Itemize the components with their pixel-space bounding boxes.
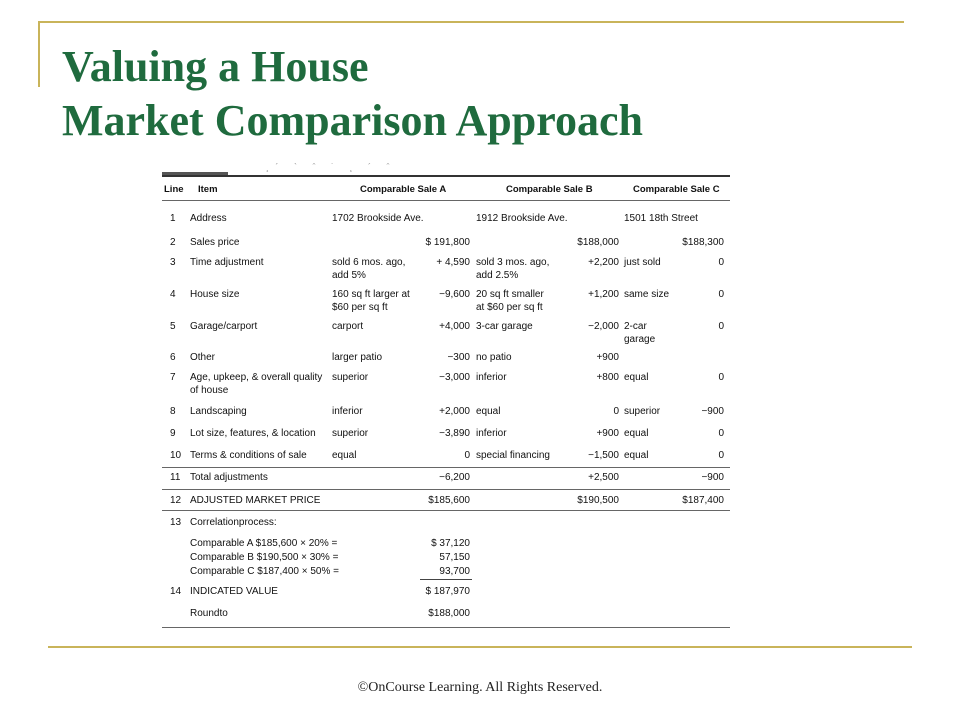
row-item-label: Terms & conditions of sale [190,450,307,461]
comparable-a-description: superior [332,372,369,383]
comparable-b-value: 0 [613,406,619,417]
row-line-number: 4 [170,289,176,300]
comparable-b-value: +900 [596,428,619,439]
comparable-c-description: 1501 18th Street [624,213,698,224]
row-line-number: 12 [170,495,182,506]
comparable-a-value: −9,600 [439,289,470,300]
correlation-item: Comparable C $187,400 × 50% = [190,566,339,577]
correlation-value: $ 37,120 [431,538,470,549]
comparable-a-description: sold 6 mos. ago, [332,257,406,268]
comparable-c-value: 0 [718,428,724,439]
row-line-number: 11 [170,472,181,483]
correlation-item: Comparable A $185,600 × 20% = [190,538,338,549]
comparable-b-value: +900 [596,352,619,363]
row-line-number: 1 [170,213,176,224]
slide-title [62,40,643,148]
comparable-a-value: −6,200 [439,472,470,483]
comparable-c-description: just sold [624,257,661,268]
comparable-c-value: 0 [718,289,724,300]
comparable-b-description: 1912 Brookside Ave. [476,213,568,224]
copyright-footer: ©OnCourse Learning. All Rights Reserved. [357,680,603,695]
comparable-a-description: carport [332,321,364,332]
row-item-label: Address [190,213,227,224]
comparable-b-value: +2,500 [588,472,619,483]
row-item-label: Garage/carport [190,321,258,332]
table-bottom-rule [162,627,730,628]
comparable-b-value: +1,200 [588,289,619,300]
comparable-c-value: −900 [701,472,724,483]
bottom-border-line [48,646,912,648]
comparable-a-description: inferior [332,406,363,417]
row-line-number: 14 [170,586,182,597]
comparable-a-value: +4,000 [439,321,470,332]
row-item-label: House size [190,289,240,300]
row-item-label: Sales price [190,237,240,248]
row-line-number: 7 [170,372,176,383]
comparable-a-value: −3,000 [439,372,470,383]
header-bottom-rule [162,200,730,201]
comparable-a-description: larger patio [332,352,383,363]
row-item-label: of house [190,385,229,396]
column-header: Comparable Sale A [360,184,447,195]
comparable-c-description: same size [624,289,670,300]
row-line-number: 6 [170,352,176,363]
comparable-c-value: 0 [718,257,724,268]
column-header: Comparable Sale B [506,184,593,195]
rule-before-total-adjustments [162,467,730,468]
top-border-line [38,21,904,23]
comparable-c-value: 0 [718,321,724,332]
comparable-a-description: equal [332,450,357,461]
comparable-a-description: 1702 Brookside Ave. [332,213,424,224]
comparable-c-description: garage [624,334,656,345]
comparable-a-value: $185,600 [428,495,470,506]
indicated-value: $ 187,970 [425,586,470,597]
comparable-b-value: $188,000 [577,237,619,248]
comparable-a-value: $ 191,800 [425,237,470,248]
comparable-c-value: 0 [718,450,724,461]
comparable-a-value: 0 [464,450,470,461]
comparable-b-description: inferior [476,428,507,439]
comparable-b-value: +800 [596,372,619,383]
row-item-label: Lot size, features, & location [190,428,316,439]
row-line-number: 10 [170,450,182,461]
comparable-c-description: superior [624,406,661,417]
row-item-label: Landscaping [190,406,247,417]
comparable-b-value: $190,500 [577,495,619,506]
row-item-label: Other [190,352,216,363]
comparable-c-value: 0 [718,372,724,383]
cropped-caption-remnant: ¸ ´ ` ˆ ˙ ¸ ´ ˆ [266,162,392,172]
roundto-label: Roundto [190,608,228,619]
sum-underline [420,579,472,580]
row-item-label: Time adjustment [190,257,264,268]
comparable-a-description: superior [332,428,369,439]
comparable-c-value: $187,400 [682,495,724,506]
row-item-label: ADJUSTED MARKET PRICE [190,495,321,506]
comparable-b-description: sold 3 mos. ago, [476,257,550,268]
comparable-b-description: special financing [476,450,550,461]
row-line-number: 13 [170,517,182,528]
comparable-a-value: +2,000 [439,406,470,417]
comparable-a-value: + 4,590 [436,257,470,268]
comparable-b-description: equal [476,406,501,417]
title-line-2: Market Comparison Approach [62,96,643,145]
comparable-a-value: −300 [447,352,470,363]
comparable-b-value: −1,500 [588,450,619,461]
comparable-b-description: 3-car garage [476,321,533,332]
rule-before-adjusted-price [162,489,730,490]
comparable-a-description: add 5% [332,270,366,281]
comparable-a-description: $60 per sq ft [332,302,388,313]
comparable-b-description: add 2.5% [476,270,519,281]
comparable-b-description: 20 sq ft smaller [476,289,544,300]
row-item-label: Total adjustments [190,472,268,483]
roundto-value: $188,000 [428,608,470,619]
column-header: Item [198,184,218,195]
row-line-number: 2 [170,237,176,248]
row-line-number: 9 [170,428,176,439]
correlation-label: Correlationprocess: [190,517,277,528]
comparable-b-description: at $60 per sq ft [476,302,543,313]
left-border-line [38,21,40,87]
indicated-value-label: INDICATED VALUE [190,586,278,597]
row-line-number: 3 [170,257,176,268]
column-header: Comparable Sale C [633,184,720,195]
comparable-b-value: +2,200 [588,257,619,268]
comparable-b-description: no patio [476,352,512,363]
comparable-c-description: equal [624,450,649,461]
comparable-c-description: 2-car [624,321,647,332]
comparable-b-description: inferior [476,372,507,383]
comparable-c-value: $188,300 [682,237,724,248]
column-header: Line [164,184,184,195]
header-top-rule [162,175,730,177]
correlation-value: 57,150 [439,552,470,563]
row-item-label: Age, upkeep, & overall quality [190,372,323,383]
row-line-number: 8 [170,406,176,417]
market-comparison-table [162,160,730,630]
comparable-a-description: 160 sq ft larger at [332,289,410,300]
comparable-c-value: −900 [701,406,724,417]
comparable-c-description: equal [624,428,649,439]
row-line-number: 5 [170,321,176,332]
comparable-b-value: −2,000 [588,321,619,332]
comparable-a-value: −3,890 [439,428,470,439]
title-line-1: Valuing a House [62,42,369,91]
comparable-c-description: equal [624,372,649,383]
rule-after-adjusted-price [162,510,730,511]
correlation-item: Comparable B $190,500 × 30% = [190,552,339,563]
correlation-value: 93,700 [439,566,470,577]
